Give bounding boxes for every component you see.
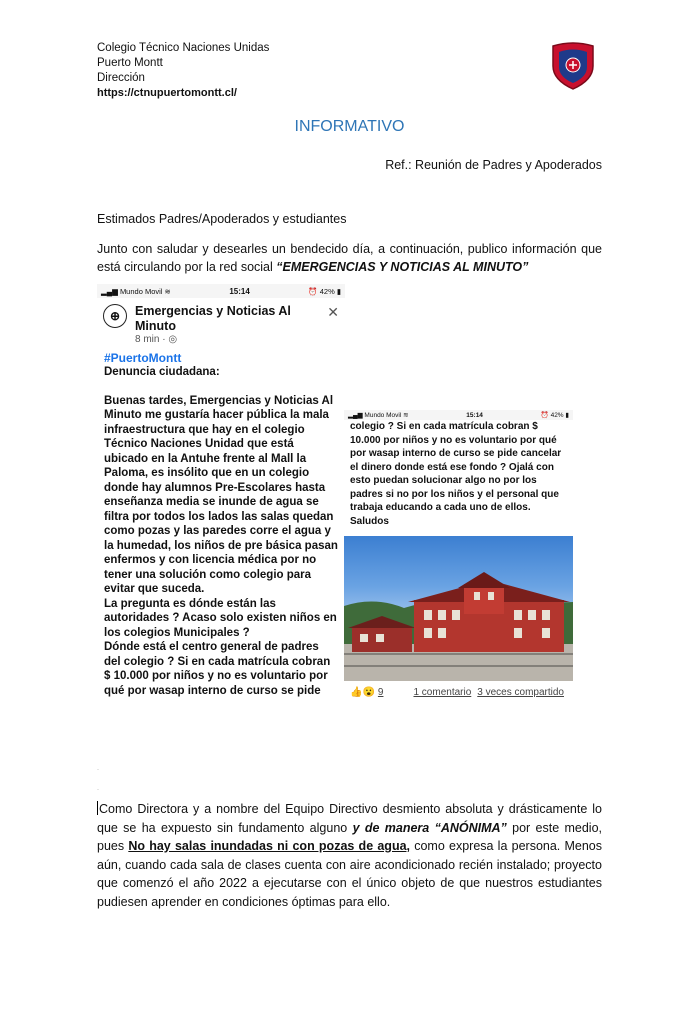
reactions-bar [344,681,573,704]
carrier: ▂▄▆ Mundo Movil ≋ [348,412,409,419]
city: Puerto Montt [97,57,163,69]
reference: Ref.: Reunión de Padres y Apoderados [385,158,602,172]
shares-link[interactable]: 3 veces compartido [477,687,564,698]
reactions-count[interactable]: 9 [377,687,384,698]
letterhead [97,41,269,101]
anonymous-emphasis: y de manera “ANÓNIMA” [352,820,507,835]
page-avatar-icon: ⊕ [103,304,127,328]
page-name: Emergencias y Noticias Al Minuto [135,304,291,333]
status-bar [344,410,573,420]
post-meta: 8 min · ◎ [135,334,178,345]
school-building-photo [344,536,573,681]
post-body: Buenas tardes, Emergencias y Noticias Al Minuto me gustaría hacer pública la mala infraestructura que hay en el colegio Técnico Naciones Unidad que está ubicado en la Antuhe frente al Mall la Paloma, es insólito que en un colegio donde hay alumnos Pre-Escolares hasta enseñanza media se inunde de agua se filtra por todos los lados las salas quedan como pozas y las paredes corre el agua y la humedad, los niños de pre básica pasan enfermos y con licencia médica por no tener una solución como colegio para evitar que suceda. [104,394,338,595]
document-title: INFORMATIVO [294,118,405,135]
reactions-icon: 👍 [350,687,363,698]
post-body-2: La pregunta es dónde están las autoridades ? Acaso solo existen niños en los colegios Municipales ? [104,597,337,639]
text-cursor [97,801,98,815]
school-logo [549,40,597,90]
battery: ⏰ 42% ▮ [308,286,341,296]
intro-paragraph [97,240,602,276]
post-body: colegio ? Si en cada matrícula cobran $ 10.000 por niños y no es voluntario por qué por wasap interno de curso se pide cancelar el dinero donde está ese fondo ? Ojalá con esto puedan solucionar algo no por los padres si no por los niños y el personal que trabaja educando a cada uno de ellos. [350,421,562,513]
post-signoff: Saludos [350,515,389,527]
greeting: Estimados Padres/Apoderados y estudiantes [97,212,347,226]
haha-icon: 😮 [362,687,375,698]
key-statement: No hay salas inundadas ni con pozas de agua, [128,839,411,853]
post-subtitle: Denuncia ciudadana: [104,366,220,378]
school-url[interactable]: https://ctnupuertomontt.cl/ [97,87,237,99]
stray-mark: · [97,767,99,773]
hashtag[interactable]: #PuertoMontt [104,351,182,365]
school-name: Colegio Técnico Naciones Unidas [97,42,270,54]
carrier: ▂▄▆ Mundo Movil ≋ [101,286,171,296]
post-body-3: Dónde está el centro general de padres del colegio ? Si en cada matrícula cobran $ 10.000 por niños y no es voluntario por qué por wasap interno de curso se pide [104,641,331,697]
post-screenshot-1 [97,284,345,722]
battery: ⏰ 42% ▮ [540,412,569,419]
status-bar [97,284,345,298]
stray-mark: · [97,787,99,793]
social-network-name: “EMERGENCIAS Y NOTICIAS AL MINUTO” [276,260,529,274]
comments-link[interactable]: 1 comentario [413,687,472,698]
clock: 15:14 [229,286,250,296]
close-icon[interactable]: ✕ [327,304,339,320]
clock: 15:14 [466,411,483,419]
intro-text: Junto con saludar y desearles un bendecido día, a continuación, publico información que está circulando por la red social [97,242,602,274]
closing-paragraph: Como Directora y a nombre del Equipo Directivo desmiento absoluta y drásticamente lo que se ha expuesto sin fundamento alguno y de manera “ANÓNIMA” por este medio, pues No hay salas inundadas ni con pozas de agua, como expresa la persona. Menos aún, cuando cada sala de clases cuenta con aire acondicionado recién instalado; proyecto que comenzó el año 2022 a ejecutarse con el único objeto de que nuestros estudiantes pudiesen aprender en condiciones óptimas para ello. [97,802,603,909]
post-screenshot-2 [344,410,573,722]
department: Dirección [97,72,145,84]
globe-icon: ◎ [168,334,178,345]
building-illustration [344,536,573,681]
